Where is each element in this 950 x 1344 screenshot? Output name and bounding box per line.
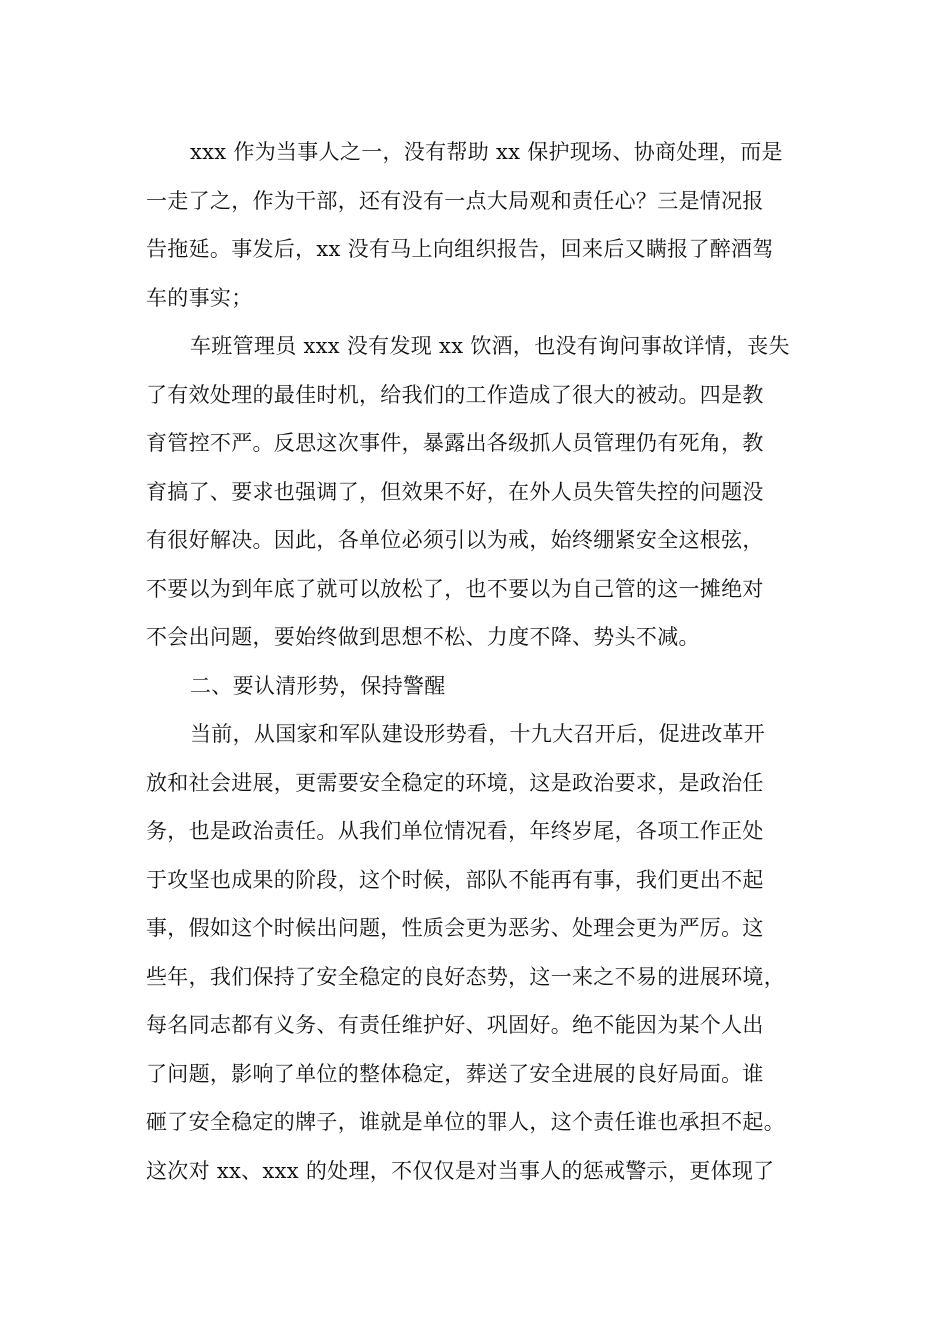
document-body: [146, 128, 818, 1195]
text-line: 于攻坚也成果的阶段，这个时候，部队不能再有事，我们更出不起: [146, 867, 764, 892]
text-line: 当前，从国家和军队建设形势看，十九大召开后，促进改革开: [190, 722, 766, 746]
paragraph-2: [146, 322, 818, 662]
text-line: 育搞了、要求也强调了，但效果不好，在外人员失管失控的问题没: [146, 479, 764, 504]
text-line: 了有效处理的最佳时机，给我们的工作造成了很大的被动。四是教: [146, 382, 764, 407]
text-line: 这次对 xx、xxx 的处理，不仅仅是对当事人的惩戒警示，更体现了: [146, 1158, 775, 1183]
text-line: 车的事实；: [146, 285, 253, 310]
text-line: 务，也是政治责任。从我们单位情况看，年终岁尾，各项工作正处: [146, 819, 764, 843]
text-line: 一走了之，作为干部，还有没有一点大局观和责任心？三是情况报: [146, 188, 764, 213]
text-line: 不要以为到年底了就可以放松了，也不要以为自己管的这一摊绝对: [146, 576, 764, 601]
text-line: 了问题，影响了单位的整体稳定，葬送了安全进展的良好局面。谁: [146, 1061, 764, 1086]
text-line: 些年，我们保持了安全稳定的良好态势，这一来之不易的进展环境，: [146, 964, 785, 989]
text-line: 车班管理员 xxx 没有发现 xx 饮酒，也没有询问事故详情，丧失: [190, 334, 790, 358]
text-line: 育管控不严。反思这次事件，暴露出各级抓人员管理仍有死角，教: [146, 431, 764, 455]
text-line: 每名同志都有义务、有责任维护好、巩固好。绝不能因为某个人出: [146, 1013, 764, 1037]
text-line: xxx 作为当事人之一，没有帮助 xx 保护现场、协商处理，而是: [190, 140, 783, 164]
section-heading: [146, 662, 818, 711]
text-line: 事，假如这个时候出问题，性质会更为恶劣、处理会更为严厉。这: [146, 916, 764, 940]
text-line: 不会出问题，要始终做到思想不松、力度不降、势头不减。: [146, 625, 700, 649]
section-heading-text: 二、要认清形势，保持警醒: [190, 673, 446, 698]
text-line: 有很好解决。因此，各单位必须引以为戒，始终绷紧安全这根弦，: [146, 528, 764, 552]
paragraph-3: [146, 710, 818, 1195]
text-line: 砸了安全稳定的牌子，谁就是单位的罪人，这个责任谁也承担不起。: [146, 1110, 785, 1134]
text-line: 放和社会进展，更需要安全稳定的环境，这是政治要求，是政治任: [146, 770, 764, 795]
text-line: 告拖延。事发后，xx 没有马上向组织报告，回来后又瞒报了醉酒驾: [146, 237, 774, 261]
paragraph-1: [146, 128, 818, 322]
